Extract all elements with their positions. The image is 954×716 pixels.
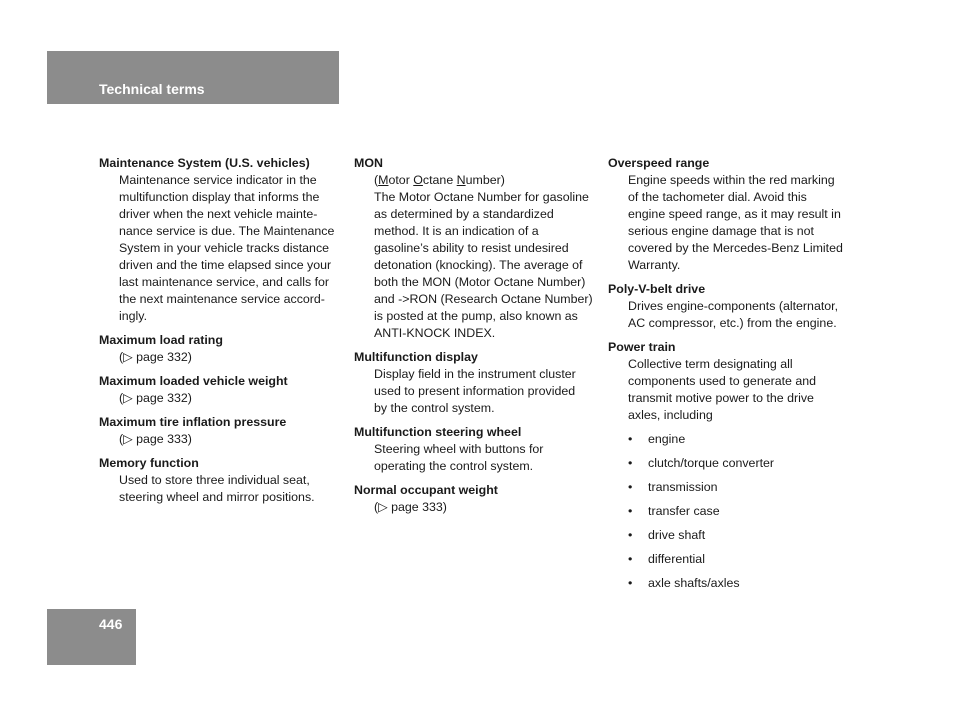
bullet-icon: • bbox=[628, 504, 633, 518]
entry-normal-occupant-weight bbox=[354, 482, 594, 516]
entry-multifunction-display bbox=[354, 349, 594, 417]
definition-line: as determined by a standardized bbox=[374, 207, 554, 221]
bullet-icon: • bbox=[628, 528, 633, 542]
definition bbox=[119, 349, 339, 366]
definition-line: and ->RON (Research Octane Number) bbox=[374, 292, 593, 306]
header-tab bbox=[47, 51, 339, 104]
list-item bbox=[628, 479, 848, 496]
term: Power train bbox=[608, 340, 676, 354]
definition-line: Maintenance service indicator in the bbox=[119, 173, 317, 187]
definition-line: method. It is an indication of a bbox=[374, 224, 539, 238]
section-title: Technical terms bbox=[99, 81, 205, 97]
definition bbox=[119, 472, 339, 506]
definition-line: used to present information provided bbox=[374, 384, 576, 398]
definition-line: driver when the next vehicle mainte- bbox=[119, 207, 318, 221]
list-item-text: transfer case bbox=[648, 504, 720, 518]
page-reference-link[interactable]: (▷ page 333) bbox=[374, 500, 447, 514]
definition-line: Collective term designating all bbox=[628, 357, 793, 371]
entry-maintenance-system bbox=[99, 155, 339, 325]
definition bbox=[119, 172, 339, 325]
definition bbox=[628, 172, 848, 274]
term: MON bbox=[354, 156, 383, 170]
underlined-letter: N bbox=[456, 173, 466, 187]
page-reference-link[interactable]: (▷ page 333) bbox=[119, 432, 192, 446]
list-item-text: differential bbox=[648, 552, 705, 566]
bullet-icon: • bbox=[628, 552, 633, 566]
list-item-text: transmission bbox=[648, 480, 718, 494]
list-item bbox=[628, 551, 848, 568]
definition-line: last maintenance service, and calls for bbox=[119, 275, 330, 289]
entry-mon bbox=[354, 155, 594, 342]
entry-maximum-tire-inflation-pressure bbox=[99, 414, 339, 448]
definition-line: Engine speeds within the red marking bbox=[628, 173, 835, 187]
definition-line: driven and the time elapsed since your bbox=[119, 258, 332, 272]
acronym-expansion bbox=[374, 172, 594, 189]
page-reference-link[interactable]: (▷ page 332) bbox=[119, 391, 192, 405]
bullet-icon: • bbox=[628, 432, 633, 446]
list-item bbox=[628, 455, 848, 472]
definition-line: gasoline’s ability to resist undesired bbox=[374, 241, 569, 255]
glossary-column-3 bbox=[608, 155, 848, 599]
term: Maximum load rating bbox=[99, 333, 223, 347]
term: Maintenance System (U.S. vehicles) bbox=[99, 156, 310, 170]
term: Multifunction steering wheel bbox=[354, 425, 522, 439]
definition-line: engine speed range, as it may result in bbox=[628, 207, 841, 221]
definition bbox=[119, 390, 339, 407]
entry-maximum-loaded-vehicle-weight bbox=[99, 373, 339, 407]
term: Maximum tire inflation pressure bbox=[99, 415, 287, 429]
definition-line: AC compressor, etc.) from the engine. bbox=[628, 316, 837, 330]
entry-overspeed-range bbox=[608, 155, 848, 274]
definition-line: ingly. bbox=[119, 309, 148, 323]
list-item bbox=[628, 527, 848, 544]
definition-line: ANTI-KNOCK INDEX. bbox=[374, 326, 496, 340]
term: Poly-V-belt drive bbox=[608, 282, 706, 296]
definition-line: Warranty. bbox=[628, 258, 681, 272]
underlined-letter: M bbox=[378, 173, 389, 187]
definition-line: transmit motive power to the drive bbox=[628, 391, 814, 405]
term: Overspeed range bbox=[608, 156, 710, 170]
definition bbox=[374, 366, 594, 417]
list-item-text: engine bbox=[648, 432, 686, 446]
term: Memory function bbox=[99, 456, 199, 470]
definition-line: Steering wheel with buttons for bbox=[374, 442, 544, 456]
component-list bbox=[628, 431, 848, 592]
definition-line: multifunction display that informs the bbox=[119, 190, 320, 204]
definition-line: The Motor Octane Number for gasoline bbox=[374, 190, 589, 204]
glossary-column-2 bbox=[354, 155, 594, 523]
definition bbox=[628, 298, 848, 332]
definition bbox=[628, 356, 848, 424]
definition-line: components used to generate and bbox=[628, 374, 817, 388]
list-item-text: axle shafts/axles bbox=[648, 576, 740, 590]
page-reference-link[interactable]: (▷ page 332) bbox=[119, 350, 192, 364]
text: ctane bbox=[422, 173, 457, 187]
term: Multifunction display bbox=[354, 350, 478, 364]
definition-line: operating the control system. bbox=[374, 459, 534, 473]
definition-line: by the control system. bbox=[374, 401, 495, 415]
list-item bbox=[628, 431, 848, 448]
glossary-column-1 bbox=[99, 155, 339, 513]
definition-line: axles, including bbox=[628, 408, 713, 422]
definition-line: Drives engine-components (alternator, bbox=[628, 299, 839, 313]
definition bbox=[374, 172, 594, 342]
definition-line: of the tachometer dial. Avoid this bbox=[628, 190, 807, 204]
bullet-icon: • bbox=[628, 456, 633, 470]
definition-line: System in your vehicle tracks distance bbox=[119, 241, 330, 255]
entry-power-train bbox=[608, 339, 848, 592]
entry-maximum-load-rating bbox=[99, 332, 339, 366]
page-number: 446 bbox=[99, 616, 123, 632]
entry-multifunction-steering-wheel bbox=[354, 424, 594, 475]
definition-line: detonation (knocking). The average of bbox=[374, 258, 583, 272]
definition-line: steering wheel and mirror positions. bbox=[119, 490, 315, 504]
term: Normal occupant weight bbox=[354, 483, 498, 497]
text: umber) bbox=[465, 173, 505, 187]
definition-line: serious engine damage that is not bbox=[628, 224, 814, 238]
bullet-icon: • bbox=[628, 576, 633, 590]
bullet-icon: • bbox=[628, 480, 633, 494]
definition bbox=[374, 499, 594, 516]
text: ( bbox=[374, 173, 379, 187]
definition-line: covered by the Mercedes-Benz Limited bbox=[628, 241, 843, 255]
definition-line: both the MON (Motor Octane Number) bbox=[374, 275, 586, 289]
list-item-text: drive shaft bbox=[648, 528, 706, 542]
list-item bbox=[628, 503, 848, 520]
page-number-tab bbox=[47, 609, 136, 665]
definition bbox=[119, 431, 339, 448]
definition-line: Used to store three individual seat, bbox=[119, 473, 310, 487]
definition-line: nance service is due. The Maintenance bbox=[119, 224, 335, 238]
definition-line: is posted at the pump, also known as bbox=[374, 309, 578, 323]
underlined-letter: O bbox=[413, 173, 423, 187]
text: otor bbox=[388, 173, 414, 187]
definition-line: the next maintenance service accord- bbox=[119, 292, 325, 306]
entry-poly-v-belt-drive bbox=[608, 281, 848, 332]
definition bbox=[374, 441, 594, 475]
definition-line: Display field in the instrument cluster bbox=[374, 367, 576, 381]
term: Maximum loaded vehicle weight bbox=[99, 374, 288, 388]
entry-memory-function bbox=[99, 455, 339, 506]
list-item bbox=[628, 575, 848, 592]
list-item-text: clutch/torque converter bbox=[648, 456, 775, 470]
